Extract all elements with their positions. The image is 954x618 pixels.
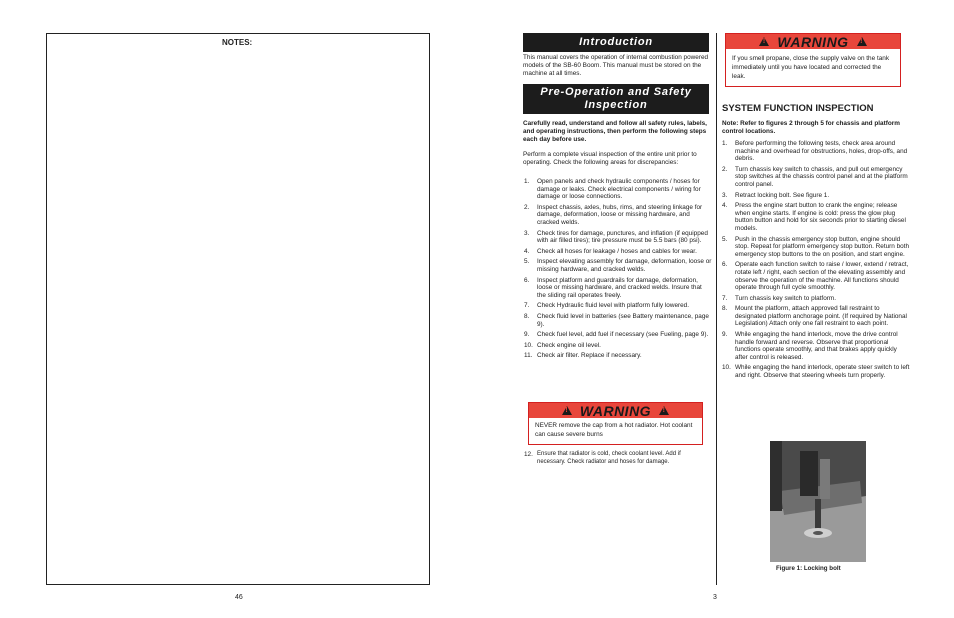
list-item: [722, 202, 910, 232]
system-check-note: Note: Refer to figures 2 through 5 for chassis and platform control locations.: [722, 120, 900, 135]
preop-heading: [523, 84, 709, 114]
warning-triangle-icon: [857, 37, 867, 46]
item-text: Press the engine start button to crank the engine; release when engine starts. If engine is cold: press the glow plug button button and hold for six seconds prior to starting diesel models.: [735, 202, 906, 232]
item-text: Check all hoses for leakage / hoses and cables for wear.: [537, 247, 697, 255]
preop-heading-line1: Pre-Operation and Safety: [540, 86, 692, 98]
warning-body: NEVER remove the cap from a hot radiator. Hot coolant can cause severe burns: [535, 422, 693, 438]
notes-box: [46, 33, 430, 585]
item-text: Mount the platform, attach approved fall restraint to designated platform anchorage point. (If required by National Legislation) Attach only one fall restraint to each point.: [735, 305, 907, 328]
item-text: Check air filter. Replace if necessary.: [537, 352, 642, 360]
preop-heading-line2: Inspection: [584, 99, 648, 111]
item-number: 11.: [524, 352, 533, 360]
item-number: 8.: [524, 312, 530, 320]
list-item: [722, 166, 910, 189]
introduction-heading: Introduction: [523, 33, 709, 52]
item-number: 7.: [722, 294, 728, 302]
item-number: 8.: [722, 305, 728, 313]
item-number: 9.: [524, 331, 530, 339]
list-item: [524, 230, 712, 245]
list-item: [722, 364, 910, 379]
item-number: 6.: [722, 261, 728, 269]
list-item: [722, 140, 910, 163]
list-item: [524, 302, 712, 310]
item-text: Ensure that radiator is cold, check coolant level. Add if necessary. Check radiator and hoses for damage.: [537, 451, 681, 465]
preop-checklist: [524, 178, 712, 363]
list-item: [524, 277, 712, 300]
system-check-heading: SYSTEM FUNCTION INSPECTION: [722, 103, 874, 114]
page-number-right: 3: [713, 594, 717, 601]
list-item: [722, 295, 910, 303]
item-number: 10.: [524, 341, 533, 349]
list-item: [524, 248, 712, 256]
preop-lead: Carefully read, understand and follow all safety rules, labels, and operating instructions, then perform the following steps each day before use.: [523, 120, 707, 143]
item-number: 4.: [722, 202, 728, 210]
warning-triangle-icon: [659, 406, 669, 415]
item-text: Push in the chassis emergency stop button, engine should stop. Repeat for platform emergency stop button. Return both emergency stop buttons to the on position, and start engine.: [735, 235, 910, 258]
preop-intro: Perform a complete visual inspection of the entire unit prior to operating. Check the following areas for discrepancies:: [523, 151, 697, 166]
list-item: [524, 313, 712, 328]
item-text: Turn chassis key switch to platform.: [735, 294, 836, 302]
item-text: Before performing the following tests, check area around machine and overhead for obstructions, holes, drop-offs, and debris.: [735, 140, 908, 163]
list-item: [524, 178, 712, 201]
list-item: [722, 261, 910, 291]
item-text: Retract locking bolt. See figure 1.: [735, 191, 830, 199]
item-number: 5.: [722, 235, 728, 243]
system-checklist: [722, 140, 910, 383]
list-item: [524, 342, 712, 350]
warning-box-radiator: [528, 402, 703, 445]
list-item: [722, 192, 910, 200]
item-number: 2.: [524, 203, 530, 211]
locking-bolt-photo: [770, 441, 866, 562]
warning-header: [726, 34, 900, 49]
item-number: 12.: [524, 451, 533, 458]
warning-title: WARNING: [777, 33, 849, 50]
notes-title: NOTES:: [222, 38, 253, 47]
item-number: 1.: [524, 178, 530, 185]
item-text: Check fuel level, add fuel if necessary (see Fueling, page 9).: [537, 331, 709, 339]
warning-body: If you smell propane, close the supply valve on the tank immediately until you have located and corrected the leak.: [732, 55, 890, 80]
warning-header: [529, 403, 702, 418]
warning-triangle-icon: [759, 37, 769, 46]
item-text: While engaging the hand interlock, move the drive control handle forward and reverse. Observe that proportional functions operate smoothly, and that brakes apply quickly after control is released.: [735, 331, 898, 361]
item-number: 10.: [722, 364, 731, 372]
introduction-body: This manual covers the operation of internal combustion powered models of the SB-60 Boom. This manual must be stored on the machine at all times.: [523, 54, 709, 77]
item-text: Inspect platform and guardrails for damage, deformation, loose or missing hardware, and cracked welds. Insure that the sliding rail operates freely.: [537, 276, 702, 299]
list-item: [524, 331, 712, 339]
item-number: 9.: [722, 331, 728, 339]
item-text: Check engine oil level.: [537, 341, 601, 349]
page-number-left: 46: [235, 594, 243, 601]
list-item: [722, 305, 910, 328]
item-text: Check fluid level in batteries (see Battery maintenance, page 9).: [537, 312, 709, 328]
item-text: Inspect elevating assembly for damage, deformation, loose or missing hardware, and cracked welds.: [537, 258, 712, 273]
list-item: [524, 258, 712, 273]
item-text: Turn chassis key switch to chassis, and pull out emergency stop switches at the chassis control panel and at the platform control panel.: [735, 165, 908, 188]
warning-title: WARNING: [579, 402, 652, 419]
warning-box-propane: [725, 33, 901, 87]
column-divider: [716, 33, 717, 585]
item-number: 2.: [722, 165, 728, 173]
locking-bolt-illustration: [770, 441, 866, 562]
list-item: [524, 204, 712, 227]
list-item: [722, 331, 910, 361]
item-number: 4.: [524, 247, 530, 255]
item-text: Check Hydraulic fluid level with platform fully lowered.: [537, 302, 690, 310]
item-text: Operate each function switch to raise / lower, extend / retract, rotate left / right, each section of the elevating assembly and observe the operation of the machine. All functions should operate through full cycle smoothly.: [735, 261, 909, 292]
item-number: 6.: [524, 276, 530, 284]
item-text: Check tires for damage, punctures, and inflation (if equipped with air filled tires); tire pressure must be 5.5 bars (80 psi).: [537, 229, 708, 245]
item-text: While engaging the hand interlock, operate steer switch to left and right. Observe that steering wheels turn properly.: [735, 364, 910, 380]
item-number: 5.: [524, 258, 530, 266]
item-number: 3.: [524, 229, 530, 237]
item-number: 1.: [722, 140, 728, 147]
item-text: Inspect chassis, axles, hubs, rims, and steering linkage for damage, deformation, loose or missing hardware, and cracked welds.: [537, 203, 703, 226]
warning-triangle-icon: [562, 406, 572, 415]
list-item: [524, 352, 712, 360]
item-number: 3.: [722, 191, 728, 199]
item-text: Open panels and check hydraulic components / hoses for damage or leaks. Check electrical components / wiring for damage or loose connections.: [537, 178, 701, 201]
item-number: 7.: [524, 302, 530, 310]
list-item: [722, 236, 910, 259]
figure-caption: Figure 1: Locking bolt: [776, 565, 841, 572]
